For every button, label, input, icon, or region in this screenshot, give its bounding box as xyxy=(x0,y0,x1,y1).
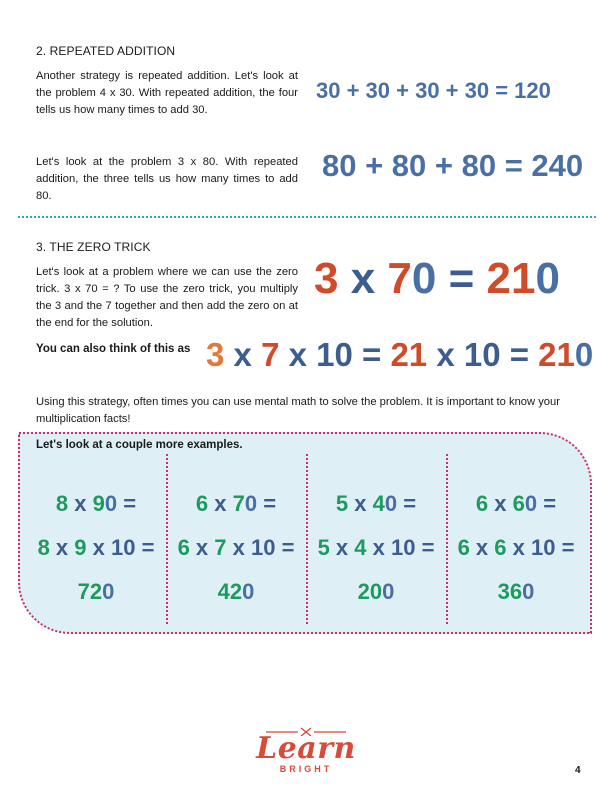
paragraph-repeated-addition-example: Let's look at the problem 3 x 80. With repeated addition, the three tells us how many times to add 80. xyxy=(36,156,298,203)
example-problem: 5 x 40 = xyxy=(335,491,417,516)
example-column xyxy=(446,486,586,618)
paragraph-mental-math: Using this strategy, often times you can use mental math to solve the problem. It is important to know your multiplication facts! xyxy=(36,396,560,426)
example-expanded: 6 x 6 x 10 = xyxy=(457,535,575,560)
equation-80-repeated: 80 + 80 + 80 = 240 xyxy=(322,148,584,183)
eq-op: x xyxy=(338,254,388,303)
section-heading-repeated-addition: 2. REPEATED ADDITION xyxy=(36,44,176,58)
logo-subtitle: BRIGHT xyxy=(279,764,333,774)
eq2-product-21: 21 xyxy=(390,336,428,373)
equation-zero-trick-expanded xyxy=(206,336,593,374)
page-number: 4 xyxy=(575,765,581,776)
also-think-label: You can also think of this as xyxy=(36,343,191,355)
eq2-factor-3: 3 xyxy=(206,336,225,373)
example-problem: 6 x 60 = xyxy=(475,491,557,516)
example-answer: 720 xyxy=(77,579,115,604)
example-column xyxy=(26,486,166,618)
example-problem: 6 x 70 = xyxy=(195,491,277,516)
eq2-times-10-b: x 10 = xyxy=(427,336,539,373)
eq2-answer-21: 21 xyxy=(538,336,575,373)
eq2-answer-zero: 0 xyxy=(574,336,594,373)
equation-30-repeated: 30 + 30 + 30 + 30 = 120 xyxy=(316,78,551,103)
eq2-factor-7: 7 xyxy=(261,336,280,373)
example-column xyxy=(166,486,306,618)
example-expanded: 5 x 4 x 10 = xyxy=(317,535,435,560)
eq-equals: = xyxy=(436,254,487,303)
example-answer: 360 xyxy=(497,579,535,604)
eq-result: 21 xyxy=(486,254,536,303)
paragraph-zero-trick-intro: Let's look at a problem where we can use the zero trick. 3 x 70 = ? To use the zero trick, you multiply the 3 and the 7 together and then add the zero on at the end for the solution. xyxy=(36,266,298,330)
eq-zero: 0 xyxy=(411,254,437,303)
eq-result-zero: 0 xyxy=(535,254,560,303)
equation-zero-trick-main xyxy=(314,254,560,304)
example-problem: 8 x 90 = xyxy=(55,491,137,516)
eq-factor-7: 7 xyxy=(387,254,412,303)
example-expanded: 6 x 7 x 10 = xyxy=(177,535,295,560)
logo-word: Learn xyxy=(256,731,356,766)
examples-label: Let's look at a couple more examples. xyxy=(36,439,243,451)
paragraph-repeated-addition-intro: Another strategy is repeated addition. Let's look at the problem 4 x 30. With repeated addition, the four tells us how many times to add 30. xyxy=(36,70,298,117)
section-heading-zero-trick: 3. THE ZERO TRICK xyxy=(36,240,151,254)
eq2-times-10: x 10 = xyxy=(279,336,391,373)
eq2-times: x xyxy=(224,336,262,373)
learn-bright-logo xyxy=(246,724,366,774)
example-answer: 200 xyxy=(357,579,395,604)
example-answer: 420 xyxy=(217,579,255,604)
eq-factor-3: 3 xyxy=(314,254,339,303)
example-expanded: 8 x 9 x 10 = xyxy=(37,535,155,560)
section-divider xyxy=(18,216,596,218)
example-column xyxy=(306,486,446,618)
